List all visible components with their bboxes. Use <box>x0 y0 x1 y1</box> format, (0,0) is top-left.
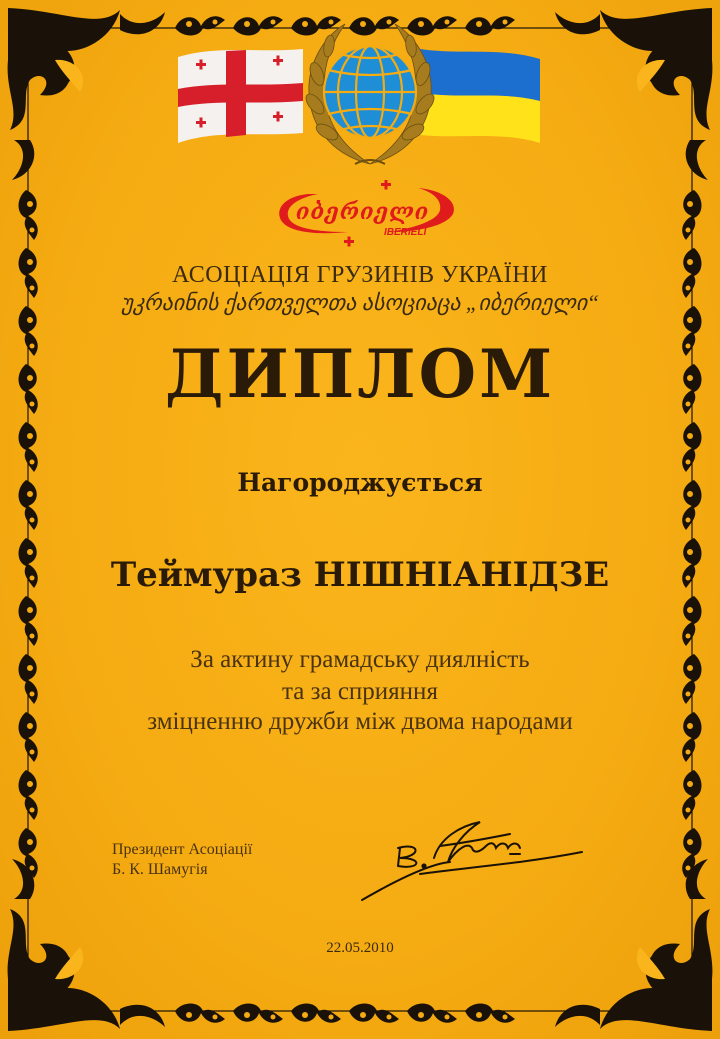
handwritten-signature-icon <box>360 808 590 908</box>
signatory-title: Президент Асоціації <box>112 841 253 858</box>
diploma-title: ДИПЛОМ <box>164 335 556 413</box>
logo-latin-text: IBERIELI <box>384 227 427 238</box>
recipient-name: Теймураз НІШНІАНІДЗЕ <box>110 555 610 595</box>
reason-line-2: та за сприяння <box>282 678 438 705</box>
awarded-label: Нагороджується <box>237 468 483 497</box>
globe-wreath-emblem-icon <box>295 14 445 174</box>
logo-script-text: იბერიელი <box>296 199 430 225</box>
signatory-name: Б. К. Шамугія <box>112 861 208 878</box>
georgia-flag-icon <box>178 45 303 145</box>
reason-line-1: За актину грамадську диялність <box>190 646 530 673</box>
organization-name-ka: უკრაინის ქართველთა ასოციაცა „იბერიელი“ <box>120 290 600 315</box>
reason-line-3: зміцненню дружби між двома народами <box>147 708 573 735</box>
issue-date: 22.05.2010 <box>326 940 394 956</box>
organization-name-ua: АСОЦІАЦІЯ ГРУЗИНІВ УКРАЇНИ <box>172 262 548 288</box>
